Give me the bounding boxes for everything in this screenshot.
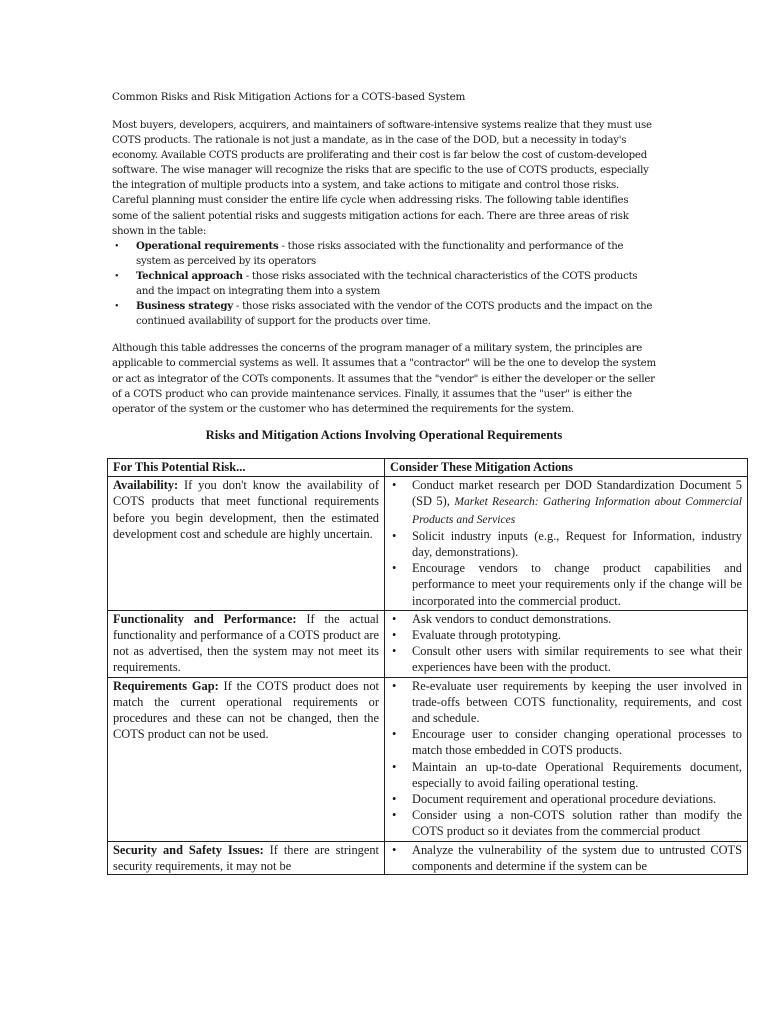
risk-area-desc: - those risks associated with the functionality and performance of the system as perceived by its operators (136, 240, 624, 267)
risk-title: Functionality and Performance: (113, 611, 297, 626)
bullet-icon: • (392, 528, 397, 543)
table-row (108, 841, 748, 874)
bullet-icon: • (115, 270, 119, 282)
risk-text: If you don't know the availability of COTS products that meet functional requirements before you begin development, then the estimated development cost and schedule are highly uncertain. (113, 478, 379, 541)
risk-area-item (112, 269, 657, 299)
mitigation-item (390, 726, 742, 758)
mitigation-cell (385, 610, 748, 677)
risk-title: Availability: (113, 478, 179, 493)
mitigation-item (390, 759, 742, 791)
mitigation-list (390, 477, 742, 609)
risk-title: Requirements Gap: (113, 678, 219, 693)
mitigation-cell (385, 477, 748, 611)
mitigation-item (390, 791, 742, 807)
column-header-risk: For This Potential Risk... (108, 459, 385, 477)
risk-text: If there are stringent security requirements, it may not be (113, 842, 379, 873)
risk-cell (108, 677, 385, 841)
bullet-icon: • (392, 842, 397, 857)
mitigation-text: Encourage user to consider changing operational processes to match those embedded in COTS products. (412, 727, 742, 758)
table-row (108, 677, 748, 841)
intro-section (112, 118, 657, 417)
mitigation-cell (385, 677, 748, 841)
mitigation-list (390, 678, 742, 840)
bullet-icon: • (392, 478, 397, 493)
mitigation-text: Consider using a non-COTS solution rather than modify the COTS product so it deviates from the commercial product (412, 808, 742, 839)
table-header-row (108, 459, 748, 477)
bullet-icon: • (115, 240, 119, 252)
risk-area-item (112, 299, 657, 329)
bullet-icon: • (392, 611, 397, 626)
risk-area-term: Technical approach (136, 269, 243, 282)
table-row (108, 610, 748, 677)
mitigation-text: Encourage vendors to change product capabilities and performance to meet your requirements only if the change will be incorporated into the commercial product. (412, 561, 742, 608)
mitigation-item (390, 643, 742, 675)
mitigation-text: Conduct market research per DOD Standardization Document 5 (SD 5), (412, 478, 742, 509)
risk-area-item (112, 239, 657, 269)
bullet-icon: • (392, 727, 397, 742)
mitigation-item (390, 560, 742, 609)
bullet-icon: • (392, 678, 397, 693)
second-paragraph: Although this table addresses the concerns of the program manager of a military system, the principles are applicable to commercial systems as well. It assumes that a "contractor" will be the one to develop the system or act as integrator of the COTs components. It assumes that the "vendor" is either the developer or the seller of a COTS product who can provide maintenance services. Finally, it assumes that the "user" is either the operator of the system or the customer who has determined the requirements for the system. (112, 343, 656, 415)
risk-cell (108, 841, 385, 874)
mitigation-item (390, 842, 742, 873)
mitigation-text: Evaluate through prototyping. (412, 628, 562, 643)
mitigation-text: Consult other users with similar requirements to see what their experiences have been with the product. (412, 644, 742, 675)
risk-area-list (112, 239, 657, 330)
mitigation-list (390, 611, 742, 676)
risk-area-desc: - those risks associated with the technical characteristics of the COTS products and the impact on integrating them into a system (136, 270, 638, 298)
bullet-icon: • (115, 301, 119, 313)
bullet-icon: • (392, 644, 397, 659)
mitigation-item (390, 807, 742, 839)
document-heading: Common Risks and Risk Mitigation Actions for a COTS-based System (112, 91, 466, 103)
bullet-icon: • (392, 759, 397, 774)
mitigation-text: Analyze the vulnerability of the system due to untrusted COTS components and determine if the system can be (412, 842, 742, 873)
bullet-icon: • (392, 808, 397, 823)
mitigation-text: Re-evaluate user requirements by keeping the user involved in trade-offs between COTS functionality, requirements, and cost and schedule. (412, 678, 742, 726)
intro-paragraph: Most buyers, developers, acquirers, and maintainers of software-intensive systems realize that they must use COTS products. The rationale is not just a mandate, as in the case of the DOD, but a necessity in today's economy. Available COTS products are proliferating and their cost is far below the cost of custom-developed software. The wise manager will recognize the risks that are specific to the use of COTS products, especially the integration of multiple products into a system, and take actions to mitigate and control those risks. Careful planning must consider the entire life cycle when addressing risks. The following table identifies some of the salient potential risks and suggests mitigation actions for each. There are three areas of risk shown in the table: (112, 120, 652, 237)
risk-text: If the COTS product does not match the current operational requirements or procedures and these can not be changed, then the COTS product can not be used. (113, 678, 380, 742)
risk-cell (108, 610, 385, 677)
table-row (108, 477, 748, 611)
bullet-icon: • (392, 792, 397, 807)
risk-cell (108, 477, 385, 611)
risk-text: If the actual functionality and performance of a COTS product are not as advertised, then the system may not meet its requirements. (113, 611, 379, 675)
mitigation-italic-text: Market Research: Gathering Information about Commercial Products and Services (412, 495, 742, 526)
risk-mitigation-table (107, 458, 748, 875)
risk-area-term: Operational requirements (136, 239, 279, 252)
risk-area-term: Business strategy (136, 300, 233, 313)
column-header-mitigation: Consider These Mitigation Actions (385, 459, 748, 477)
risk-area-desc: - those risks associated with the vendor of the COTS products and the impact on the continued availability of support for the products over time. (136, 301, 653, 328)
mitigation-text: Solicit industry inputs (e.g., Request for Information, industry day, demonstrations). (412, 528, 742, 560)
mitigation-text: Maintain an up-to-date Operational Requirements document, especially to avoid failing operational testing. (412, 759, 742, 790)
mitigation-item (390, 611, 742, 627)
bullet-icon: • (392, 628, 397, 643)
mitigation-cell-content (390, 842, 742, 873)
risk-cell-content (113, 842, 379, 873)
mitigation-item (390, 528, 742, 560)
mitigation-cell (385, 841, 748, 874)
risk-title: Security and Safety Issues: (113, 842, 264, 857)
mitigation-text: Document requirement and operational procedure deviations. (412, 792, 717, 807)
mitigation-list (390, 842, 742, 873)
table-title: Risks and Mitigation Actions Involving Operational Requirements (205, 428, 563, 442)
bullet-icon: • (392, 561, 397, 576)
mitigation-item (390, 477, 742, 528)
mitigation-text: Ask vendors to conduct demonstrations. (412, 611, 612, 626)
mitigation-item (390, 678, 742, 727)
mitigation-item (390, 627, 742, 643)
